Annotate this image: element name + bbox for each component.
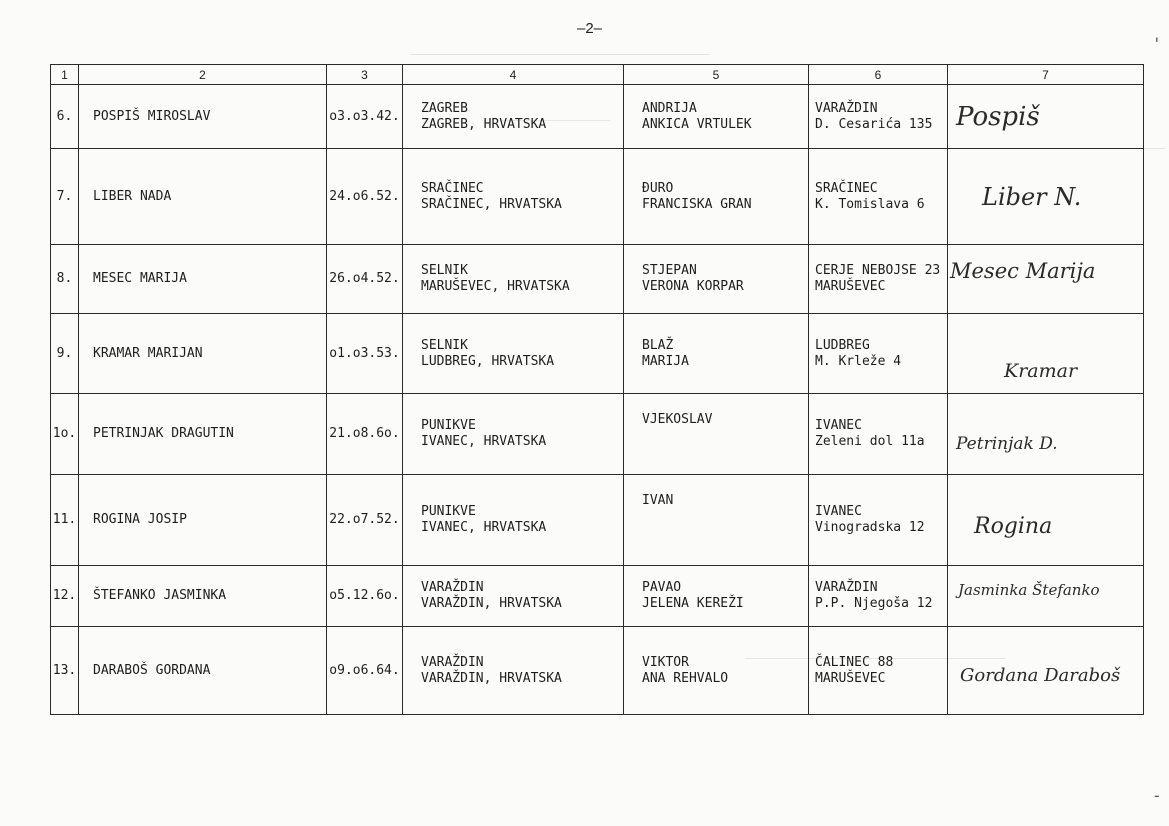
parent-line-2: VERONA KORPAR [642, 279, 744, 294]
parents [624, 394, 809, 475]
column-header: 3 [327, 65, 403, 85]
address-line-1: VARAŽDIN [815, 580, 878, 595]
table-row [51, 627, 1144, 715]
person-name: DARABOŠ GORDANA [79, 627, 327, 715]
handwritten-signature: Kramar [1004, 359, 1078, 382]
birthplace-line-2: VARAŽDIN, HRVATSKA [421, 670, 562, 686]
parent-line-1: ĐURO [642, 180, 674, 196]
bleed-through-mark [410, 14, 710, 55]
birth-date: 21.o8.6o. [327, 394, 403, 475]
birthplace [403, 149, 624, 245]
scan-edge-mark: ' [1152, 34, 1162, 53]
handwritten-signature: Rogina [974, 514, 1053, 540]
birthplace-line-2: SRAČINEC, HRVATSKA [421, 196, 562, 212]
birthplace-line-2: IVANEC, HRVATSKA [421, 520, 547, 535]
address-line-1: IVANEC [815, 504, 862, 519]
parent-line-1: PAVAO [642, 580, 682, 595]
address-line-1: LUDBREG [815, 337, 870, 353]
table-row [51, 245, 1144, 314]
birthplace-line-1: PUNIKVE [421, 418, 476, 433]
address-line-1: IVANEC [815, 418, 862, 433]
address-line-1: SRAČINEC [815, 180, 878, 196]
table-row [51, 566, 1144, 627]
person-name: MESEC MARIJA [79, 245, 327, 314]
birth-date: o9.o6.64. [327, 627, 403, 715]
birthplace-line-2: ZAGREB, HRVATSKA [421, 116, 547, 132]
column-header: 1 [51, 65, 79, 85]
handwritten-signature: Pospiš [956, 101, 1040, 132]
signature-cell [948, 149, 1144, 245]
register-table [50, 64, 1144, 715]
table-row [51, 149, 1144, 245]
parents [624, 245, 809, 314]
parents [624, 149, 809, 245]
birthplace [403, 314, 624, 394]
handwritten-signature: Jasminka Štefanko [958, 581, 1100, 599]
birth-date: 26.o4.52. [327, 245, 403, 314]
signature-cell [948, 394, 1144, 475]
address [809, 394, 948, 475]
birth-date: o5.12.6o. [327, 566, 403, 627]
address [809, 314, 948, 394]
address-line-2: P.P. Njegoša 12 [815, 596, 933, 611]
address [809, 85, 948, 149]
parent-line-1: VJEKOSLAV [642, 412, 713, 427]
address-line-2: MARUŠEVEC [815, 279, 886, 294]
address-line-2: Zeleni dol 11a [815, 434, 925, 449]
column-header: 2 [79, 65, 327, 85]
column-header: 5 [624, 65, 809, 85]
address [809, 627, 948, 715]
handwritten-signature: Gordana Daraboš [960, 664, 1121, 686]
birthplace-line-2: VARAŽDIN, HRVATSKA [421, 596, 562, 611]
birthplace-line-1: VARAŽDIN [421, 654, 484, 670]
signature-cell [948, 85, 1144, 149]
table-row [51, 314, 1144, 394]
parent-line-1: BLAŽ [642, 337, 674, 353]
person-name: POSPIŠ MIROSLAV [79, 85, 327, 149]
parent-line-1: STJEPAN [642, 263, 697, 278]
birthplace-line-2: MARUŠEVEC, HRVATSKA [421, 279, 570, 294]
row-number: 8. [51, 245, 79, 314]
table-row [51, 394, 1144, 475]
birthplace-line-1: SELNIK [421, 263, 468, 278]
parent-line-1: VIKTOR [642, 654, 689, 670]
person-name: ROGINA JOSIP [79, 475, 327, 566]
table-row [51, 85, 1144, 149]
birthplace-line-1: VARAŽDIN [421, 580, 484, 595]
person-name: KRAMAR MARIJAN [79, 314, 327, 394]
column-header: 7 [948, 65, 1144, 85]
row-number: 12. [51, 566, 79, 627]
address-line-2: K. Tomislava 6 [815, 196, 925, 212]
parents [624, 566, 809, 627]
row-number: 6. [51, 85, 79, 149]
birthplace [403, 245, 624, 314]
signature-cell [948, 627, 1144, 715]
row-number: 9. [51, 314, 79, 394]
handwritten-signature: Petrinjak D. [956, 433, 1058, 454]
table-row [51, 475, 1144, 566]
parent-line-2: FRANCISKA GRAN [642, 196, 752, 212]
address-line-2: MARUŠEVEC [815, 670, 886, 686]
row-number: 1o. [51, 394, 79, 475]
address-line-1: VARAŽDIN [815, 100, 878, 116]
birthplace [403, 394, 624, 475]
birthplace [403, 566, 624, 627]
birth-date: 24.o6.52. [327, 149, 403, 245]
birthplace-line-2: IVANEC, HRVATSKA [421, 434, 547, 449]
handwritten-signature: Liber N. [982, 182, 1082, 211]
birthplace-line-1: PUNIKVE [421, 504, 476, 519]
parent-line-2: ANA REHVALO [642, 670, 729, 686]
page-number: –2– [577, 20, 603, 37]
birthplace [403, 85, 624, 149]
birthplace [403, 627, 624, 715]
parents [624, 475, 809, 566]
address-line-2: M. Krleže 4 [815, 353, 902, 369]
parent-line-1: IVAN [642, 493, 674, 508]
row-number: 7. [51, 149, 79, 245]
parents [624, 627, 809, 715]
column-number-row [51, 65, 1144, 85]
birth-date: 22.o7.52. [327, 475, 403, 566]
birth-date: o1.o3.53. [327, 314, 403, 394]
address [809, 566, 948, 627]
address-line-2: D. Cesarića 135 [815, 116, 933, 132]
column-header: 4 [403, 65, 624, 85]
address [809, 149, 948, 245]
signature-cell [948, 566, 1144, 627]
row-number: 11. [51, 475, 79, 566]
parent-line-1: ANDRIJA [642, 100, 697, 116]
birthplace-line-1: SRAČINEC [421, 180, 484, 196]
parent-line-2: JELENA KEREŽI [642, 596, 744, 611]
parent-line-2: ANKICA VRTULEK [642, 116, 752, 132]
person-name: LIBER NADA [79, 149, 327, 245]
birthplace [403, 475, 624, 566]
person-name: ŠTEFANKO JASMINKA [79, 566, 327, 627]
person-name: PETRINJAK DRAGUTIN [79, 394, 327, 475]
address-line-1: ČALINEC 88 [815, 654, 894, 670]
column-header: 6 [809, 65, 948, 85]
row-number: 13. [51, 627, 79, 715]
birthplace-line-2: LUDBREG, HRVATSKA [421, 353, 555, 369]
signature-cell [948, 475, 1144, 566]
birthplace-line-1: SELNIK [421, 337, 468, 353]
address-line-1: CERJE NEBOJSE 23 [815, 263, 941, 278]
parents [624, 85, 809, 149]
signature-cell [948, 245, 1144, 314]
address-line-2: Vinogradska 12 [815, 520, 925, 535]
birth-date: o3.o3.42. [327, 85, 403, 149]
parents [624, 314, 809, 394]
address [809, 245, 948, 314]
parent-line-2: MARIJA [642, 353, 689, 369]
birthplace-line-1: ZAGREB [421, 100, 468, 116]
address [809, 475, 948, 566]
handwritten-signature: Mesec Marija [950, 258, 1096, 283]
scan-edge-mark: - [1152, 786, 1162, 805]
signature-cell [948, 314, 1144, 394]
